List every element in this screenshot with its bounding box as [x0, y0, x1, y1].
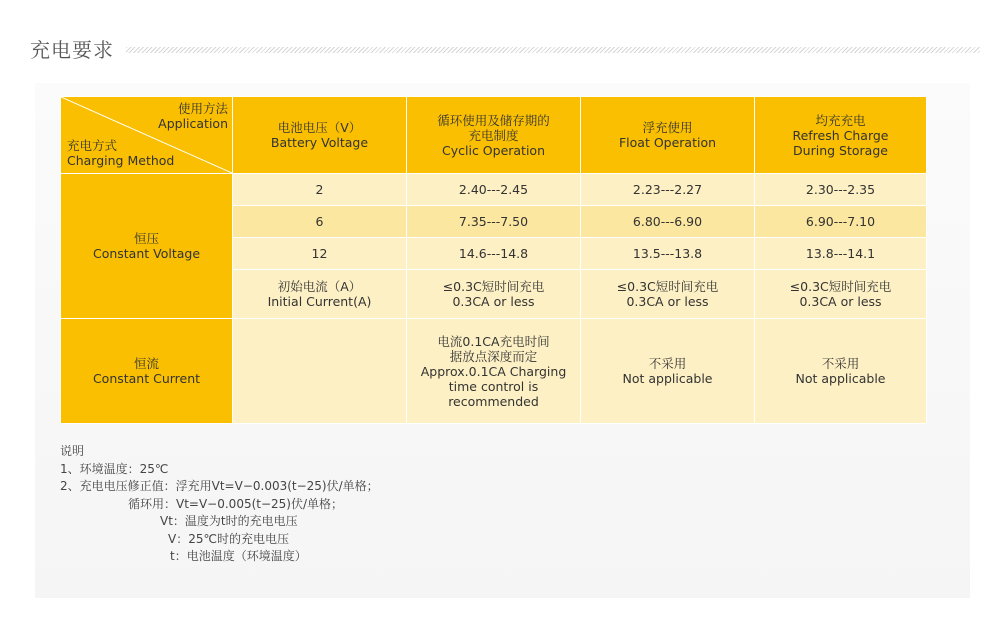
corner-charging-method-label: 充电方式 Charging Method	[67, 138, 175, 168]
table-header-row	[61, 97, 927, 174]
cell-cyclic: 14.6---14.8	[407, 238, 581, 270]
cell-refresh: 13.8---14.1	[755, 238, 927, 270]
cell-voltage: 6	[233, 206, 407, 238]
cell-voltage: 2	[233, 174, 407, 206]
cell-float: 13.5---13.8	[581, 238, 755, 270]
heading-divider	[126, 47, 980, 53]
cell-float-current: ≤0.3C短时间充电 0.3CA or less	[581, 270, 755, 319]
col-header-battery-voltage: 电池电压（V） Battery Voltage	[233, 97, 407, 174]
cell-refresh-current: ≤0.3C短时间充电 0.3CA or less	[755, 270, 927, 319]
note-line: t：电池温度（环境温度）	[170, 549, 307, 563]
cell-cyclic-constant-current: 电流0.1CA充电时间 据放点深度而定 Approx.0.1CA Charging time control is recommended	[407, 319, 581, 424]
cell-voltage: 12	[233, 238, 407, 270]
cell-empty	[233, 319, 407, 424]
cell-refresh-not-applicable: 不采用 Not applicable	[755, 319, 927, 424]
page-title: 充电要求	[30, 37, 114, 62]
row-header-constant-current: 恒流 Constant Current	[61, 319, 233, 424]
note-line: Vt：温度为t时的充电电压	[160, 514, 298, 528]
col-header-float-operation: 浮充使用 Float Operation	[581, 97, 755, 174]
charging-spec-table	[60, 96, 927, 424]
cell-cyclic: 7.35---7.50	[407, 206, 581, 238]
cell-cyclic: 2.40---2.45	[407, 174, 581, 206]
cell-refresh: 2.30---2.35	[755, 174, 927, 206]
note-line: 1、环境温度：25℃	[60, 461, 169, 476]
row-header-constant-voltage: 恒压 Constant Voltage	[61, 174, 233, 319]
note-line: 2、充电电压修正值：浮充用Vt=V−0.003(t−25)伏/单格；	[60, 479, 379, 493]
corner-application-label: 使用方法 Application	[158, 101, 228, 131]
table-row	[61, 174, 927, 206]
notes-section	[60, 443, 379, 566]
note-line: V：25℃时的充电电压	[168, 531, 289, 546]
notes-title: 说明	[60, 444, 85, 458]
cell-float: 2.23---2.27	[581, 174, 755, 206]
cell-float-not-applicable: 不采用 Not applicable	[581, 319, 755, 424]
corner-header-cell	[61, 97, 233, 174]
col-header-cyclic-operation: 循环使用及储存期的 充电制度 Cyclic Operation	[407, 97, 581, 174]
cell-refresh: 6.90---7.10	[755, 206, 927, 238]
section-heading	[30, 34, 980, 62]
cell-cyclic-current: ≤0.3C短时间充电 0.3CA or less	[407, 270, 581, 319]
cell-float: 6.80---6.90	[581, 206, 755, 238]
note-line: 循环用：Vt=V−0.005(t−25)伏/单格；	[128, 496, 344, 511]
col-header-refresh-charge: 均充充电 Refresh Charge During Storage	[755, 97, 927, 174]
cell-initial-current-label: 初始电流（A） Initial Current(A)	[233, 270, 407, 319]
table-row	[61, 319, 927, 424]
